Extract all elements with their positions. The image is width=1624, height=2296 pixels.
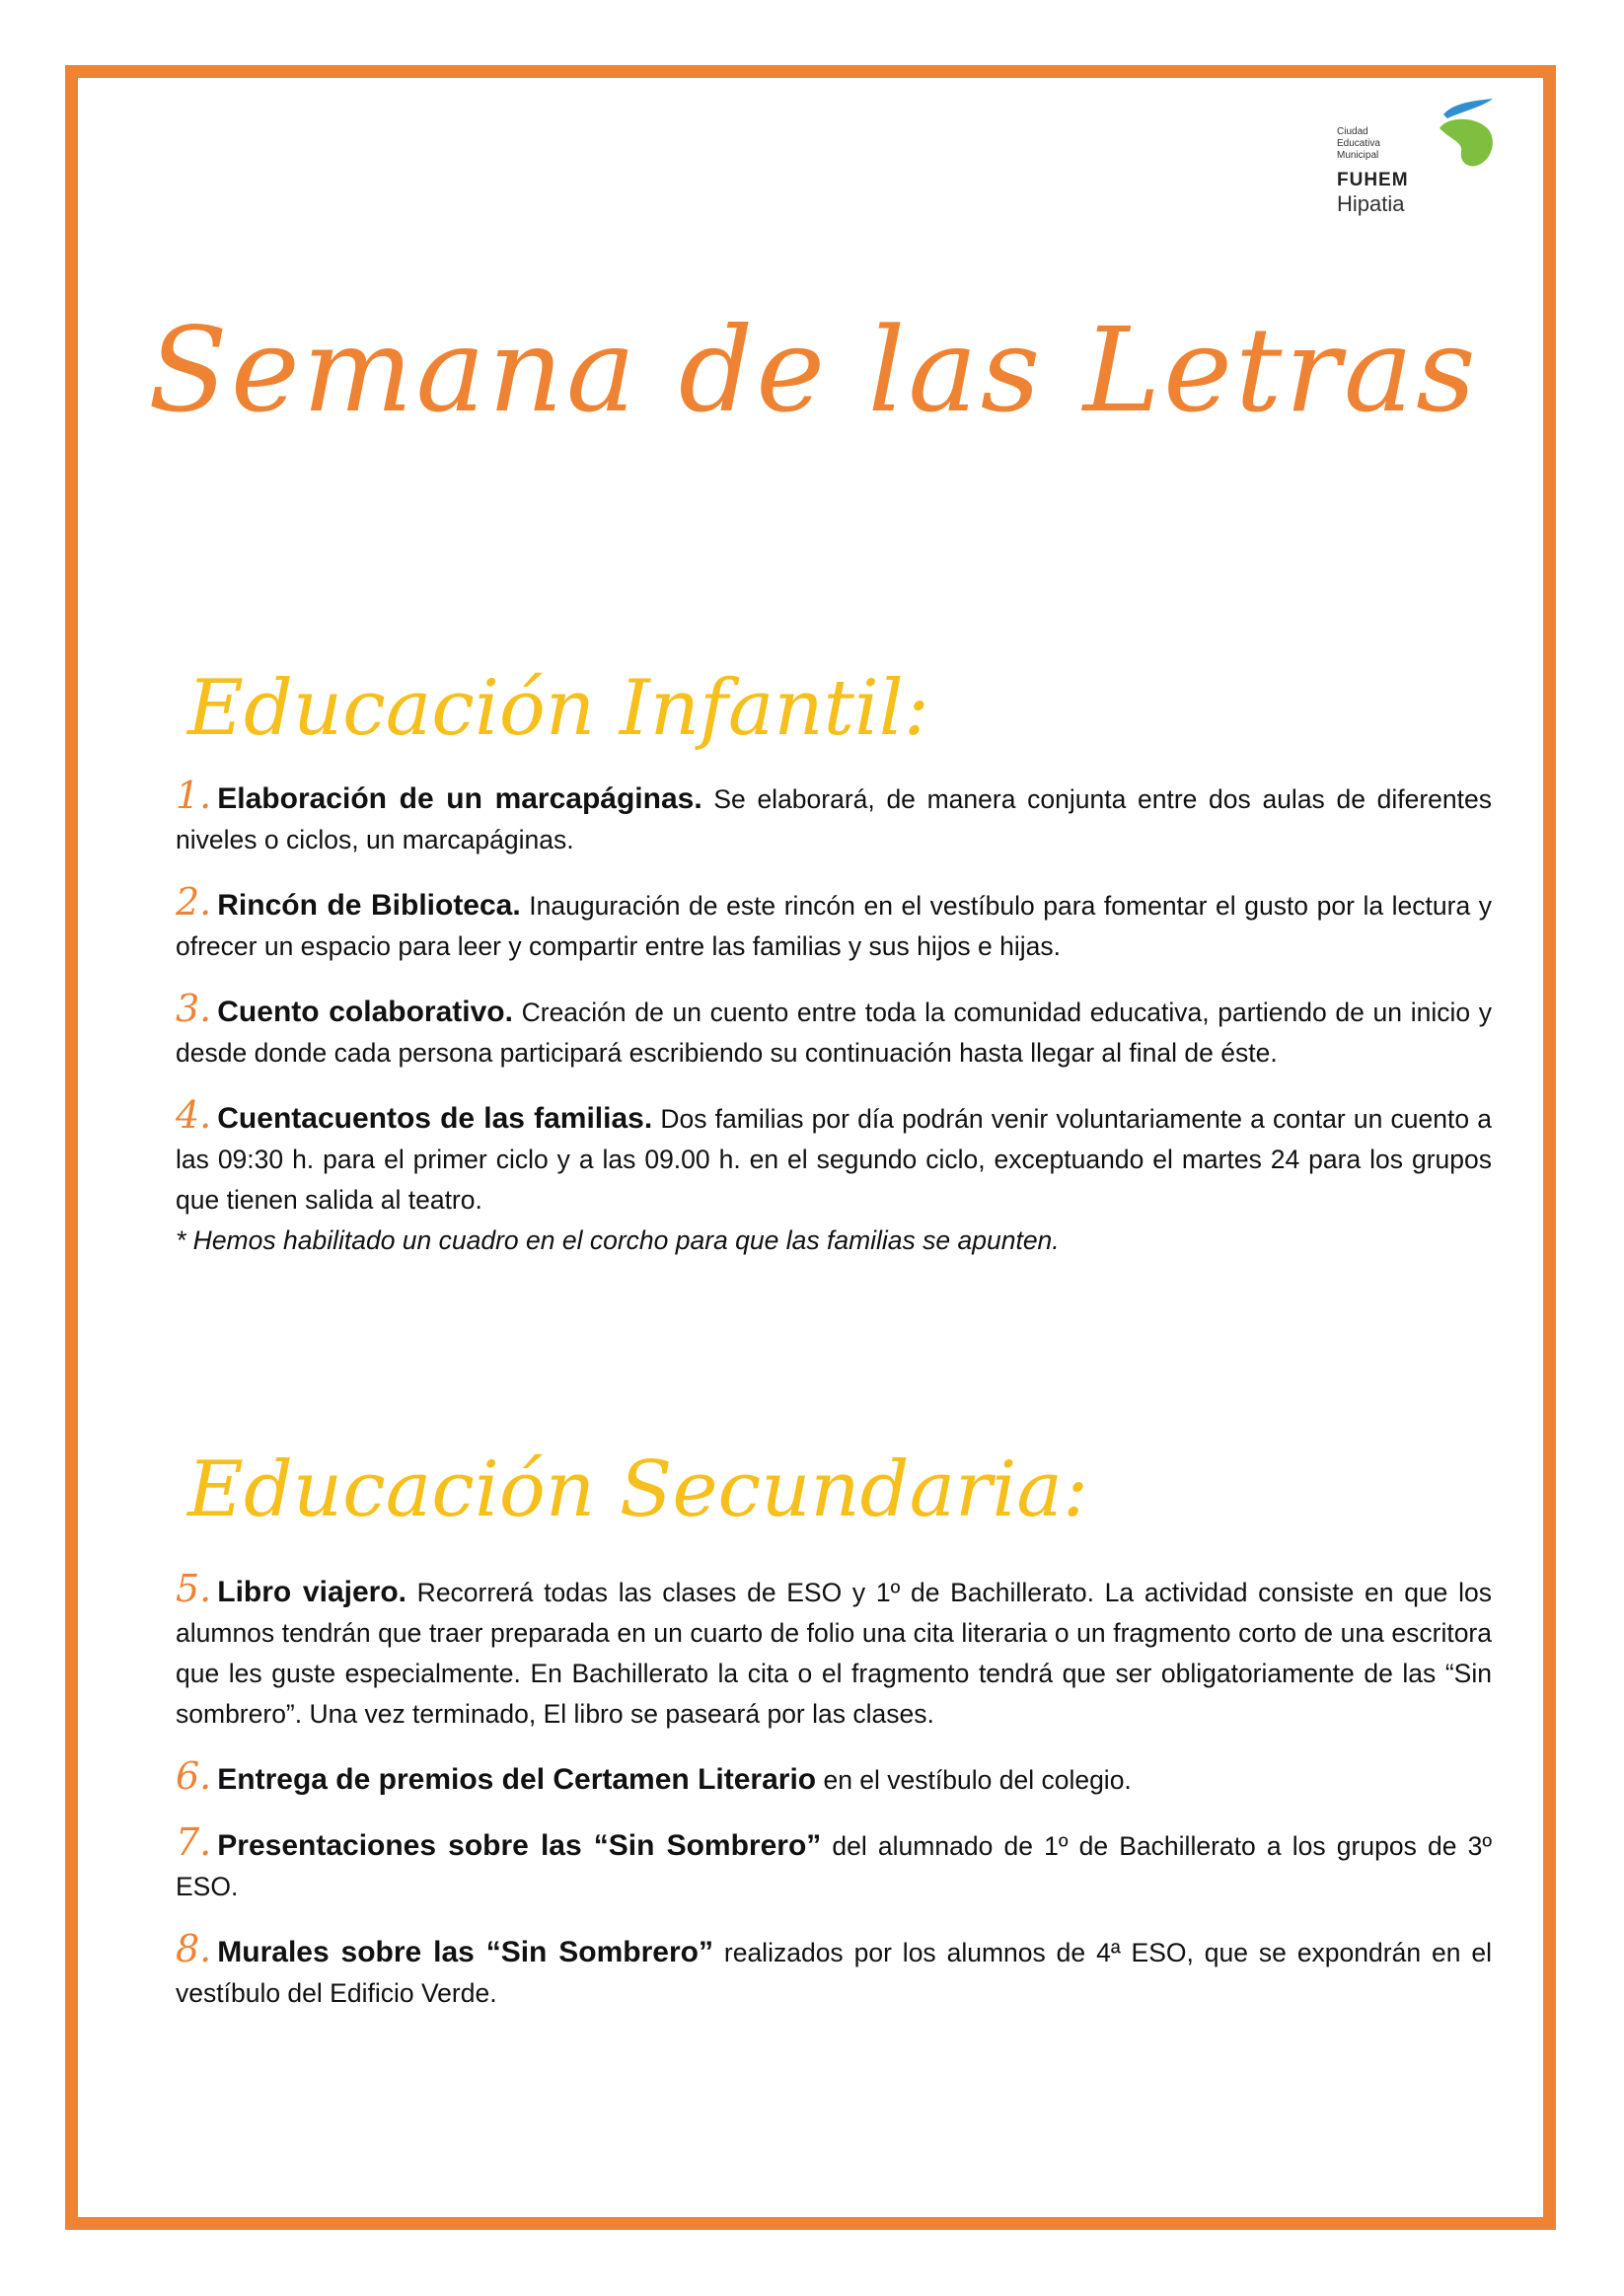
list-item (176, 882, 1492, 967)
infantil-list (176, 776, 1492, 1261)
item-text: Dos familias por día podrán venir voluntariamente a contar un cuento a las 09:30 h. para el primer ciclo y a las 09.00 h. en el segundo ciclo, exceptuando el martes 24 para los grupos que tienen salida al teatro. (176, 1104, 1492, 1215)
item-number: 6. (176, 1754, 212, 1798)
logo-line-1: Ciudad (1337, 126, 1368, 137)
item-title: Libro viajero. (217, 1576, 406, 1608)
logo-name: Hipatia (1337, 191, 1405, 216)
item-text: Creación de un cuento entre toda la comunidad educativa, partiendo de un inicio y desde donde cada persona participará escribiendo su continuación hasta llegar al final de éste. (176, 998, 1492, 1068)
item-number: 8. (176, 1927, 212, 1970)
item-title: Cuentacuentos de las familias. (217, 1102, 653, 1135)
section-heading-infantil: Educación Infantil: (187, 664, 930, 753)
logo-line-2: Educativa (1337, 138, 1380, 149)
list-item (176, 1095, 1492, 1261)
item-number: 2. (176, 880, 212, 924)
list-item (176, 776, 1492, 860)
list-item (176, 1756, 1492, 1801)
item-number: 4. (176, 1093, 212, 1137)
logo-line-3: Municipal (1337, 150, 1379, 161)
item-number: 3. (176, 987, 212, 1030)
item-number: 7. (176, 1820, 212, 1864)
item-number: 1. (176, 774, 212, 817)
secundaria-list (176, 1569, 1492, 2036)
item-title: Presentaciones sobre las “Sin Sombrero” (217, 1829, 822, 1862)
item-text: Recorrerá todas las clases de ESO y 1º de Bachillerato. La actividad consiste en que los alumnos tendrán que traer preparada en un cuarto de folio una cita literaria o un fragmento corto de una escritora que les guste especialmente. En Bachillerato la cita o el fragmento tendrá que ser obligatoriamente de las “Sin sombrero”. Una vez terminado, El libro se paseará por las clases. (176, 1578, 1492, 1729)
fuhem-hipatia-logo (1337, 95, 1505, 223)
item-title: Murales sobre las “Sin Sombrero” (217, 1936, 713, 1968)
item-title: Elaboración de un marcapáginas. (217, 782, 702, 815)
item-title: Entrega de premios del Certamen Literario (217, 1763, 817, 1796)
item-text: del alumnado de 1º de Bachillerato a los grupos de 3º ESO. (176, 1831, 1492, 1901)
logo-mark-icon (1436, 95, 1505, 174)
item-text: Inauguración de este rincón en el vestíbulo para fomentar el gusto por la lectura y ofrecer un espacio para leer y compartir entre las familias y sus hijos e hijas. (176, 891, 1492, 961)
item-title: Rincón de Biblioteca. (217, 889, 521, 922)
item-note: * Hemos habilitado un cuadro en el corcho para que las familias se apunten. (176, 1225, 1060, 1255)
section-heading-secundaria: Educación Secundaria: (187, 1445, 1089, 1534)
list-item (176, 1929, 1492, 2014)
list-item (176, 1822, 1492, 1907)
item-text: realizados por los alumnos de 4ª ESO, que se expondrán en el vestíbulo del Edificio Verde. (176, 1938, 1492, 2008)
list-item (176, 989, 1492, 1074)
logo-brand: FUHEM (1337, 170, 1409, 190)
item-number: 5. (176, 1567, 212, 1610)
list-item (176, 1569, 1492, 1735)
item-text: Se elaborará, de manera conjunta entre dos aulas de diferentes niveles o ciclos, un marcapáginas. (176, 784, 1493, 854)
item-text: en el vestíbulo del colegio. (816, 1765, 1132, 1795)
page-title: Semana de las Letras (148, 302, 1479, 438)
item-title: Cuento colaborativo. (217, 996, 513, 1028)
